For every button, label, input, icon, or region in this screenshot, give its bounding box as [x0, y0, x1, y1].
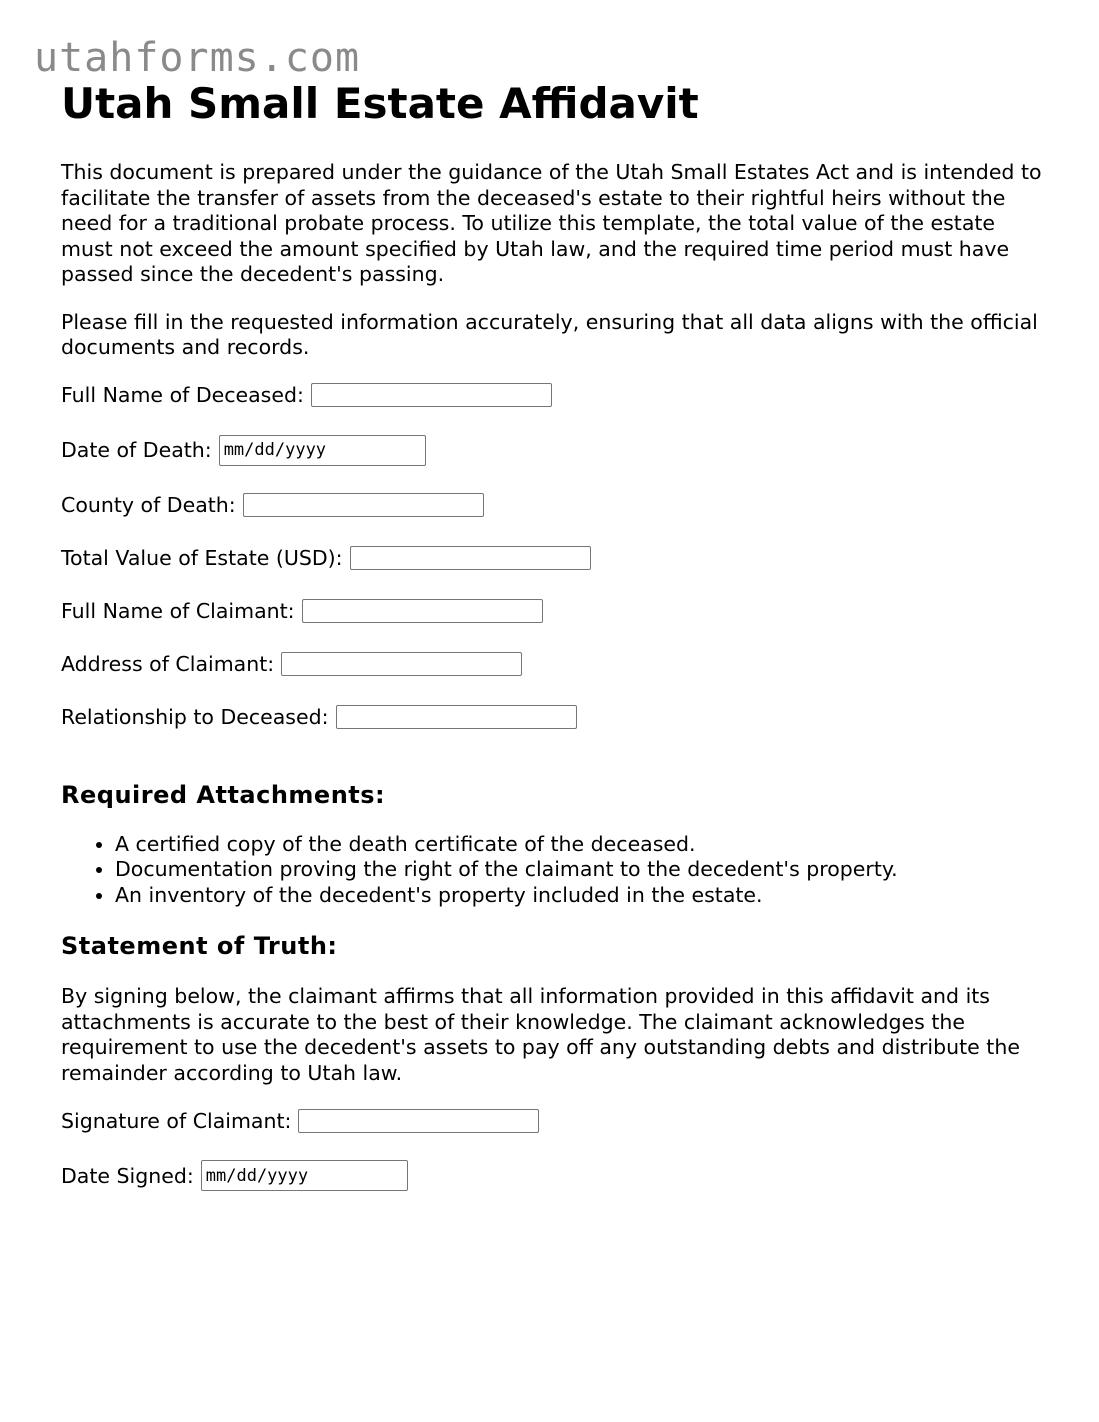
deceased-name-input[interactable]	[311, 383, 552, 407]
signature-input[interactable]	[298, 1109, 539, 1133]
intro-paragraph: This document is prepared under the guidance of the Utah Small Estates Act and is intended to facilitate the transfer of assets from the deceased's estate to their rightful heirs without the need for a traditional probate process. To utilize this template, the total value of the estate must not exceed the amount specified by Utah law, and the required time period must have passed since the decedent's passing.	[61, 160, 1042, 286]
relationship-input[interactable]	[336, 705, 577, 729]
affidavit-document	[61, 78, 1051, 1191]
date-of-death-row	[61, 435, 1051, 466]
estate-value-label: Total Value of Estate (USD):	[61, 545, 343, 570]
estate-value-row	[61, 545, 1051, 571]
instructions-paragraph: Please fill in the requested information accurately, ensuring that all data aligns with the official documents and records.	[61, 309, 1038, 359]
county-of-death-row	[61, 492, 1051, 518]
claimant-name-input[interactable]	[302, 599, 543, 623]
list-item: • Documentation proving the right of the claimant to the decedent's property.	[115, 857, 1051, 883]
claimant-name-label: Full Name of Claimant:	[61, 598, 295, 623]
date-signed-row	[61, 1160, 1051, 1191]
attachments-heading: Required Attachments:	[61, 780, 386, 809]
date-signed-label: Date Signed:	[61, 1163, 194, 1188]
deceased-name-row	[61, 382, 1051, 408]
date-of-death-label: Date of Death:	[61, 438, 212, 462]
statement-paragraph: By signing below, the claimant affirms that all information provided in this affidavit and its attachments is accurate to the best of their knowledge. The claimant acknowledges the requirement to use the decedent's assets to pay off any outstanding debts and distribute the remainder according to Utah law.	[61, 984, 1020, 1085]
signature-label: Signature of Claimant:	[61, 1109, 292, 1133]
date-signed-input[interactable]	[201, 1160, 408, 1191]
watermark-text: utahforms.com	[34, 35, 361, 81]
county-of-death-label: County of Death:	[61, 492, 236, 517]
relationship-row	[61, 704, 1051, 730]
estate-value-input[interactable]	[350, 546, 591, 570]
list-item: • A certified copy of the death certificate of the deceased.	[115, 832, 1051, 858]
date-of-death-input[interactable]	[219, 435, 426, 466]
claimant-address-row	[61, 651, 1051, 677]
statement-heading: Statement of Truth:	[61, 932, 338, 960]
attachments-list	[61, 832, 1051, 909]
county-of-death-input[interactable]	[243, 493, 484, 517]
signature-row	[61, 1108, 1051, 1134]
relationship-label: Relationship to Deceased:	[61, 704, 329, 729]
claimant-address-input[interactable]	[281, 652, 522, 676]
deceased-name-label: Full Name of Deceased:	[61, 382, 304, 407]
claimant-name-row	[61, 598, 1051, 624]
list-item: • An inventory of the decedent's property included in the estate.	[115, 883, 1051, 909]
page-title: Utah Small Estate Affidavit	[61, 79, 699, 128]
claimant-address-label: Address of Claimant:	[61, 651, 275, 676]
